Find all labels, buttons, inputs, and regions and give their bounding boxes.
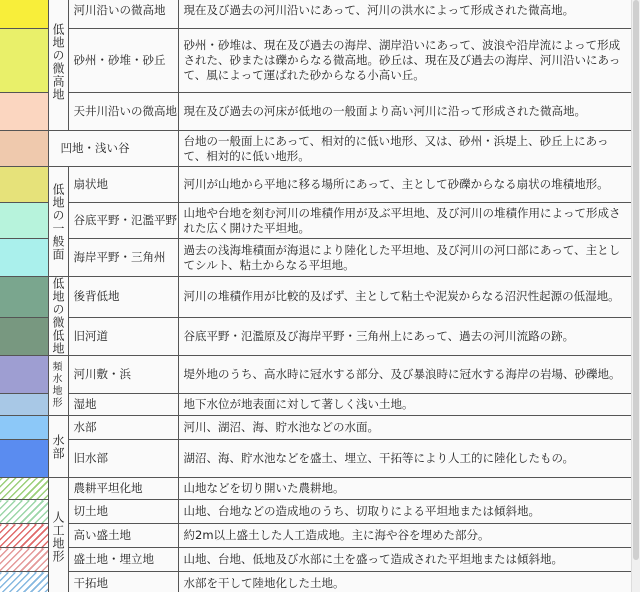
landform-name: 旧河道	[68, 317, 178, 355]
color-swatch	[0, 131, 48, 167]
color-swatch	[0, 277, 48, 318]
landform-description: 河川の堆積作用が比較的及ばず、主として粘土や泥炭からなる沼沢性起源の低湿地。	[178, 277, 632, 318]
landform-name: 海岸平野・三角州	[68, 239, 178, 277]
table-row	[0, 416, 632, 440]
color-swatch	[0, 93, 48, 131]
landform-name: 高い盛土地	[68, 524, 178, 548]
table-row	[0, 548, 632, 572]
landform-description: 現在及び過去の河川沿いにあって、河川の洪水によって形成された微高地。	[178, 0, 632, 29]
color-swatch	[0, 394, 48, 416]
landform-name: 天井川沿いの微高地	[68, 93, 178, 131]
landform-name: 扇状地	[68, 167, 178, 203]
landform-name: 水部	[68, 416, 178, 440]
table-row	[0, 478, 632, 500]
color-swatch	[0, 317, 48, 355]
landform-description: 過去の浅海堆積面が海退により陸化した平坦地、及び河川の河口部にあって、主としてシルト、粘土からなる平坦地。	[178, 239, 632, 277]
table-row	[0, 29, 632, 93]
color-swatch	[0, 29, 48, 93]
table-row	[0, 500, 632, 524]
table-row	[0, 167, 632, 203]
landform-name: 切土地	[68, 500, 178, 524]
table-row	[0, 93, 632, 131]
group-label: 人工地形	[48, 478, 68, 592]
landform-name: 後背低地	[68, 277, 178, 318]
landform-name: 干拓地	[68, 572, 178, 592]
group-label: 頻水地形	[48, 356, 68, 416]
table-row	[0, 239, 632, 277]
group-label: 低地の微低地	[48, 277, 68, 356]
vertical-scrollbar[interactable]	[631, 0, 640, 592]
landform-description: 堤外地のうち、高水時に冠水する部分、及び暴浪時に冠水する海岸の岩場、砂礫地。	[178, 356, 632, 394]
table-row	[0, 203, 632, 239]
landform-description: 砂州・砂堆は、現在及び過去の海岸、湖岸沿いにあって、波浪や沿岸流によって形成された、砂または礫からなる微高地。砂丘は、現在及び過去の海岸、河川沿いにあって、風によって運ばれた砂からなる小高い丘。	[178, 29, 632, 93]
landform-name: 旧水部	[68, 440, 178, 478]
color-swatch	[0, 167, 48, 203]
table-row	[0, 356, 632, 394]
landform-name: 河川沿いの微高地	[68, 0, 178, 29]
landform-description: 水部を干して陸地化した土地。	[178, 572, 632, 592]
color-swatch	[0, 572, 48, 592]
color-swatch	[0, 239, 48, 277]
landform-description: 山地や台地を刻む河川の堆積作用が及ぶ平坦地、及び河川の堆積作用によって形成された広く開けた平坦地。	[178, 203, 632, 239]
landform-name: 農耕平坦化地	[68, 478, 178, 500]
landform-description: 約2m以上盛土した人工造成地。主に海や谷を埋めた部分。	[178, 524, 632, 548]
table-row	[0, 394, 632, 416]
table-row	[0, 277, 632, 318]
table-row	[0, 440, 632, 478]
landform-description: 山地、台地、低地及び水部に土を盛って造成された平坦地または傾斜地。	[178, 548, 632, 572]
landform-description: 湖沼、海、貯水池などを盛土、埋立、干拓等により人工的に陸化したもの。	[178, 440, 632, 478]
landform-description: 台地の一般面上にあって、相対的に低い地形、又は、砂州・浜堤上、砂丘上にあって、相対的に低い地形。	[178, 131, 632, 167]
color-swatch	[0, 0, 48, 29]
group-label: 低地の一般面	[48, 167, 68, 277]
color-swatch	[0, 203, 48, 239]
color-swatch	[0, 478, 48, 500]
landform-name: 湿地	[68, 394, 178, 416]
table-row	[0, 572, 632, 592]
landform-name: 盛土地・埋立地	[68, 548, 178, 572]
landform-description: 河川が山地から平地に移る場所にあって、主として砂礫からなる扇状の堆積地形。	[178, 167, 632, 203]
color-swatch	[0, 356, 48, 394]
color-swatch	[0, 524, 48, 548]
landform-description: 谷底平野・氾濫原及び海岸平野・三角州上にあって、過去の河川流路の跡。	[178, 317, 632, 355]
table-row	[0, 317, 632, 355]
landform-description: 地下水位が地表面に対して著しく浅い土地。	[178, 394, 632, 416]
table-row	[0, 524, 632, 548]
table-row	[0, 131, 632, 167]
color-swatch	[0, 416, 48, 440]
table-row	[0, 0, 632, 29]
landform-description: 河川、湖沼、海、貯水池などの水面。	[178, 416, 632, 440]
landform-description: 現在及び過去の河床が低地の一般面より高い河川に沿って形成された微高地。	[178, 93, 632, 131]
scrollbar-thumb[interactable]	[633, 0, 639, 560]
landform-name: 凹地・浅い谷	[48, 131, 178, 167]
landform-name: 谷底平野・氾濫平野	[68, 203, 178, 239]
color-swatch	[0, 440, 48, 478]
landform-description: 山地などを切り開いた農耕地。	[178, 478, 632, 500]
color-swatch	[0, 548, 48, 572]
landform-name: 砂州・砂堆・砂丘	[68, 29, 178, 93]
landform-name: 河川敷・浜	[68, 356, 178, 394]
color-swatch	[0, 500, 48, 524]
landform-description: 山地、台地などの造成地のうち、切取りによる平坦地または傾斜地。	[178, 500, 632, 524]
group-label: 低地の微高地	[48, 0, 68, 131]
group-label: 水部	[48, 416, 68, 478]
